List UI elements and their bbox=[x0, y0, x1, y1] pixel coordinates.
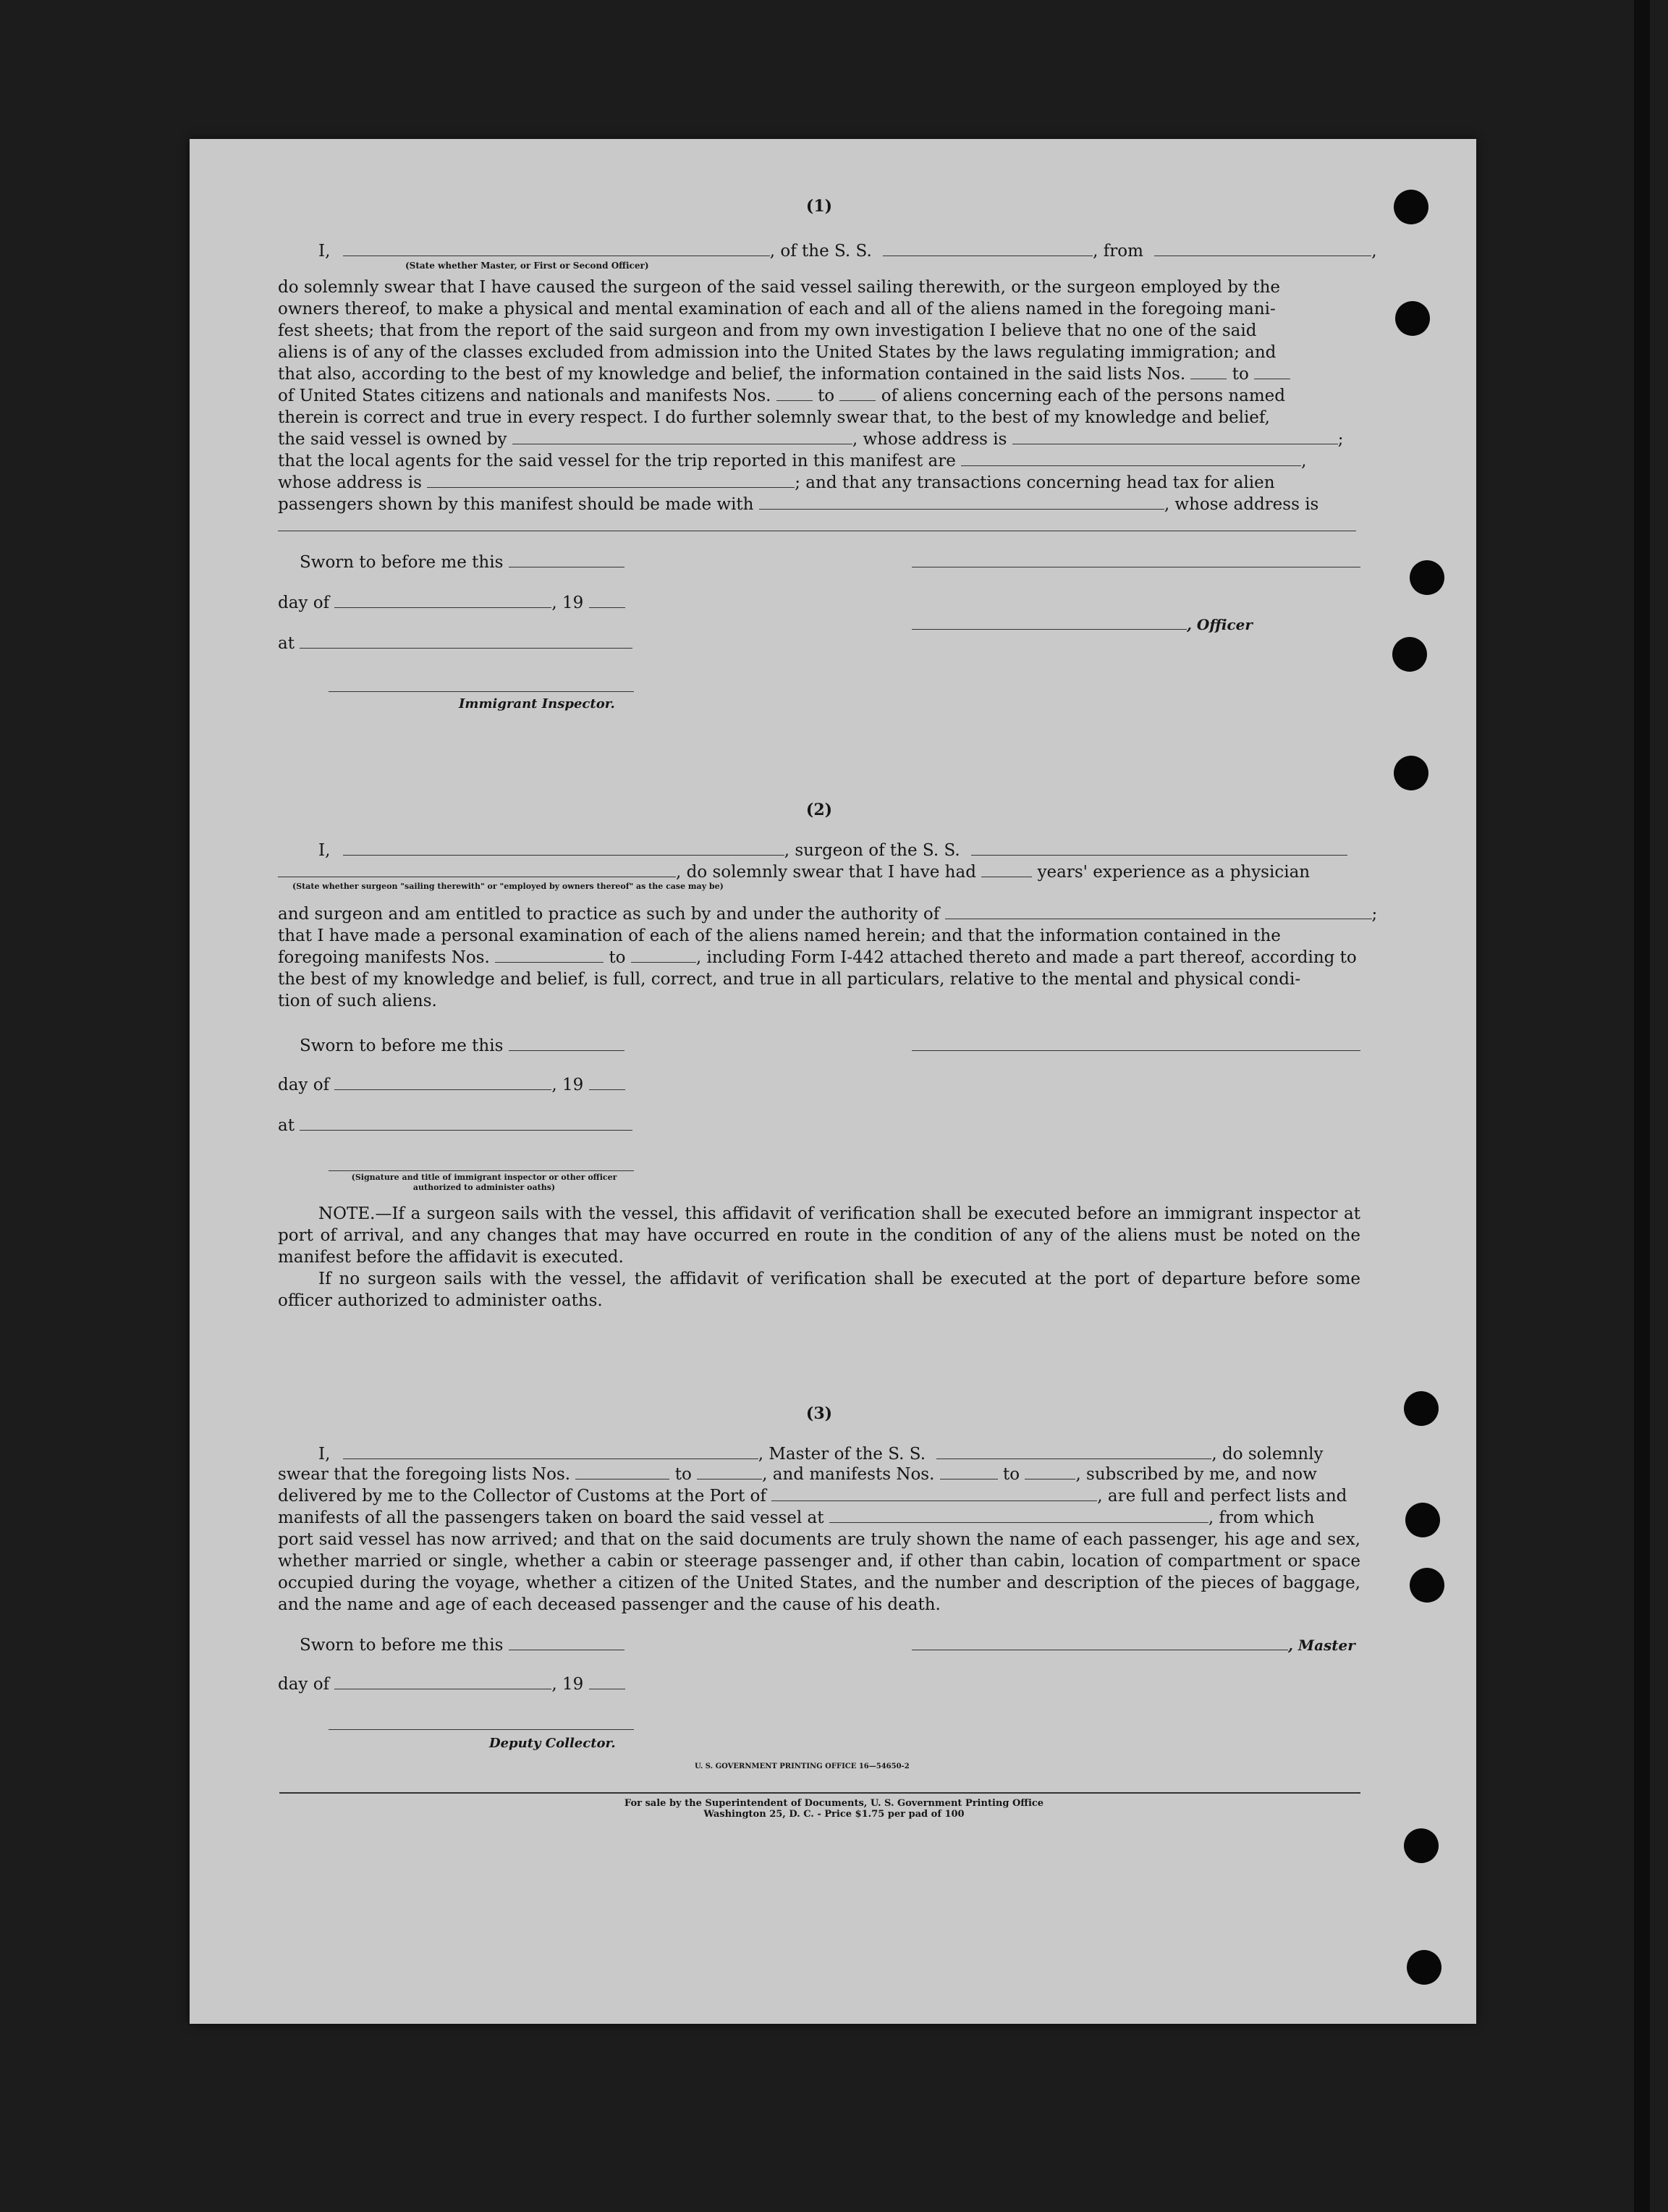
manifest-from-field[interactable] bbox=[940, 1466, 998, 1479]
year-prefix: , 19 bbox=[551, 1076, 584, 1094]
inspector-label: Immigrant Inspector. bbox=[459, 696, 615, 712]
paragraph-line: tion of such aliens. bbox=[278, 992, 437, 1010]
year-field[interactable] bbox=[589, 1076, 625, 1090]
swear-text: swear that the foregoing lists Nos. bbox=[278, 1465, 571, 1484]
agents-text: that the local agents for the said vessel for the trip reported in this manifest are bbox=[278, 452, 956, 470]
manifest-from-field[interactable] bbox=[495, 949, 604, 963]
owned-text: , whose address is bbox=[852, 430, 1007, 449]
sworn-date-field[interactable] bbox=[509, 1037, 625, 1051]
label-of-ss: , of the S. S. bbox=[769, 242, 872, 261]
binder-hole bbox=[1405, 1503, 1440, 1537]
section-number: (3) bbox=[805, 1404, 833, 1423]
semicolon: ; bbox=[1337, 430, 1344, 449]
surgeon-status-field[interactable] bbox=[278, 864, 676, 877]
vessel-field[interactable] bbox=[936, 1445, 1211, 1459]
footer-rule bbox=[279, 1792, 1360, 1794]
master-caption: (State whether Master, or First or Second Officer) bbox=[405, 261, 649, 271]
sale-line: For sale by the Superintendent of Documents, U. S. Government Printing Office bbox=[624, 1798, 1044, 1809]
authority-text: and surgeon and am entitled to practice as such by and under the authority of bbox=[278, 905, 940, 924]
label-i: I, bbox=[318, 841, 331, 860]
binder-hole bbox=[1404, 1828, 1439, 1863]
manifest-to-field[interactable] bbox=[839, 387, 876, 401]
manifests-text: manifests of all the passengers taken on board the said vessel at bbox=[278, 1508, 824, 1527]
officer-label: , Officer bbox=[1187, 616, 1253, 633]
head-tax-text: ; and that any transactions concerning head tax for alien bbox=[795, 473, 1275, 492]
surgeon-name-field[interactable] bbox=[343, 842, 784, 856]
label-to: to bbox=[1232, 365, 1249, 384]
foregoing-text: foregoing manifests Nos. bbox=[278, 948, 490, 967]
manifest-to-field[interactable] bbox=[1025, 1466, 1075, 1479]
passengers-text: passengers shown by this manifest should be made with bbox=[278, 495, 754, 514]
binder-hole bbox=[1404, 1391, 1439, 1426]
day-of-field[interactable] bbox=[334, 594, 551, 608]
sworn-label: Sworn to before me this bbox=[300, 1636, 504, 1655]
note-text: —If a surgeon sails with the vessel, this affidavit of verification shall be executed before an immigrant inspector at port of arrival, and any changes that may have occurred en route in the condition of any of the aliens must be noted on the manifest before the affidavit is executed. bbox=[278, 1204, 1360, 1267]
section-number: (2) bbox=[805, 801, 833, 819]
at-label: at bbox=[278, 1116, 295, 1135]
paragraph-line: that also, according to the best of my knowledge and belief, the information contained in the said lists Nos. bbox=[278, 365, 1186, 384]
surgeon-vessel-field[interactable] bbox=[971, 842, 1347, 856]
section-number: (1) bbox=[805, 197, 833, 216]
master-name-field[interactable] bbox=[343, 1445, 758, 1459]
officer-signature-line[interactable] bbox=[912, 554, 1360, 567]
years-text: years' experience as a physician bbox=[1037, 863, 1311, 882]
bleed-through bbox=[463, 217, 475, 239]
note-label: NOTE. bbox=[318, 1204, 376, 1223]
from-field[interactable] bbox=[1154, 242, 1371, 256]
swear-text: , do solemnly swear that I have had bbox=[676, 863, 976, 882]
citizens-text: of United States citizens and nationals and manifests Nos. bbox=[278, 387, 771, 405]
lists-to-field[interactable] bbox=[697, 1466, 762, 1479]
officer-title-line[interactable] bbox=[912, 616, 1187, 630]
sale-line: Washington 25, D. C. - Price $1.75 per pad of 100 bbox=[703, 1809, 965, 1820]
inspector-signature-line[interactable] bbox=[329, 678, 634, 692]
paragraph-line: aliens is of any of the classes excluded from admission into the United States by the laws regulating immigration; and bbox=[278, 343, 1277, 362]
label-to: to bbox=[1003, 1465, 1020, 1484]
lists-from-field[interactable] bbox=[575, 1466, 669, 1479]
edge-mark bbox=[1634, 0, 1650, 2212]
vessel-field[interactable] bbox=[883, 242, 1093, 256]
day-of-label: day of bbox=[278, 1675, 330, 1694]
owner-field[interactable] bbox=[512, 431, 852, 444]
surgeon-caption: (State whether surgeon "sailing therewith" or "employed by owners thereof" as the case may be) bbox=[292, 882, 724, 891]
head-tax-party-field[interactable] bbox=[759, 496, 1164, 510]
sworn-label: Sworn to before me this bbox=[300, 553, 504, 572]
citizens-text: of aliens concerning each of the persons named bbox=[881, 387, 1286, 405]
do-solemnly-text: , do solemnly bbox=[1211, 1445, 1324, 1464]
inspector-signature-line[interactable] bbox=[329, 1157, 634, 1171]
sworn-date-field[interactable] bbox=[509, 1637, 625, 1650]
deputy-label: Deputy Collector. bbox=[489, 1736, 616, 1751]
manifests-text: , and manifests Nos. bbox=[762, 1465, 935, 1484]
label-to: to bbox=[818, 387, 835, 405]
years-field[interactable] bbox=[981, 864, 1032, 877]
surgeon-of-label: , surgeon of the S. S. bbox=[784, 841, 960, 860]
day-of-label: day of bbox=[278, 594, 330, 612]
lists-from-field[interactable] bbox=[1190, 366, 1227, 379]
delivered-text: delivered by me to the Collector of Customs at the Port of bbox=[278, 1487, 766, 1506]
day-of-field[interactable] bbox=[334, 1676, 551, 1689]
sworn-label: Sworn to before me this bbox=[300, 1037, 504, 1055]
agents-address-field[interactable] bbox=[427, 474, 795, 488]
owned-text: the said vessel is owned by bbox=[278, 430, 507, 449]
sworn-date-field[interactable] bbox=[509, 554, 625, 567]
head-tax-address-field[interactable] bbox=[278, 518, 1356, 531]
subscribed-text: , subscribed by me, and now bbox=[1075, 1465, 1317, 1484]
signature-caption: (Signature and title of immigrant inspector or other officer authorized to administer oaths) bbox=[351, 1173, 617, 1192]
from-which-text: , from which bbox=[1208, 1508, 1315, 1527]
day-of-label: day of bbox=[278, 1076, 330, 1094]
day-of-field[interactable] bbox=[334, 1076, 551, 1090]
binder-hole bbox=[1395, 301, 1430, 336]
label-i: I, bbox=[318, 1445, 331, 1464]
note-paragraph: If no surgeon sails with the vessel, the affidavit of verification shall be executed at the port of departure before some officer authorized to administer oaths. bbox=[278, 1270, 1360, 1310]
note-paragraph bbox=[278, 1203, 1360, 1268]
paragraph-line: fest sheets; that from the report of the said surgeon and from my own investigation I believe that no one of the said bbox=[278, 321, 1257, 340]
surgeon-signature-line[interactable] bbox=[912, 1037, 1360, 1051]
authority-field[interactable] bbox=[945, 906, 1372, 919]
paragraph-line: the best of my knowledge and belief, is full, correct, and true in all particulars, relative to the mental and physical condi- bbox=[278, 970, 1301, 989]
label-i: I, bbox=[318, 242, 331, 261]
paragraph-line: that I have made a personal examination of each of the aliens named herein; and that the information contained in the bbox=[278, 926, 1281, 945]
binder-hole bbox=[1394, 190, 1428, 224]
binder-hole bbox=[1392, 637, 1427, 672]
binder-hole bbox=[1394, 756, 1428, 790]
paragraph: port said vessel has now arrived; and that on the said documents are truly shown the name of each passenger, his age and sex, whether married or single, whether a cabin or steerage passenger and, if other than cabin, location of compartment or space occupied during the voyage, whether a citizen of the United States, and the number and description of the pieces of baggage, and the name and age of each deceased passenger and the cause of his death. bbox=[278, 1530, 1360, 1614]
comma: , bbox=[1371, 242, 1377, 261]
lists-to-field[interactable] bbox=[1254, 366, 1290, 379]
label-to: to bbox=[674, 1465, 692, 1484]
agents-field[interactable] bbox=[961, 452, 1301, 466]
year-field[interactable] bbox=[589, 1676, 625, 1689]
printing-office-line: U. S. GOVERNMENT PRINTING OFFICE 16—54650-2 bbox=[695, 1763, 910, 1770]
semicolon: ; bbox=[1371, 905, 1378, 924]
foregoing-text: , including Form I-442 attached thereto and made a part thereof, according to bbox=[695, 948, 1357, 967]
manifest-from-field[interactable] bbox=[776, 387, 813, 401]
master-field[interactable] bbox=[343, 242, 770, 256]
departure-port-field[interactable] bbox=[829, 1509, 1208, 1523]
binder-hole bbox=[1410, 1568, 1444, 1603]
collector-signature-line[interactable] bbox=[329, 1716, 634, 1730]
comma: , bbox=[1301, 452, 1307, 470]
sale-notice bbox=[0, 1798, 1668, 1820]
paragraph-line: therein is correct and true in every respect. I do further solemnly swear that, to the best of my knowledge and belief, bbox=[278, 408, 1270, 427]
at-field[interactable] bbox=[300, 635, 632, 649]
paragraph-line: owners thereof, to make a physical and mental examination of each and all of the aliens named in the foregoing mani- bbox=[278, 300, 1276, 318]
year-field[interactable] bbox=[589, 594, 625, 608]
year-prefix: , 19 bbox=[551, 594, 584, 612]
master-of-label: , Master of the S. S. bbox=[758, 1445, 926, 1464]
port-field[interactable] bbox=[771, 1487, 1097, 1501]
full-text: , are full and perfect lists and bbox=[1097, 1487, 1347, 1506]
address-text: whose address is bbox=[278, 473, 422, 492]
label-from: , from bbox=[1093, 242, 1143, 261]
year-prefix: , 19 bbox=[551, 1675, 584, 1694]
manifest-to-field[interactable] bbox=[631, 949, 696, 963]
at-field[interactable] bbox=[300, 1117, 632, 1131]
master-label: , Master bbox=[1288, 1637, 1355, 1654]
address-text: , whose address is bbox=[1164, 495, 1319, 514]
at-label: at bbox=[278, 634, 295, 653]
paragraph-line: do solemnly swear that I have caused the surgeon of the said vessel sailing therewith, or the surgeon employed by the bbox=[278, 278, 1281, 297]
owner-address-field[interactable] bbox=[1012, 431, 1338, 444]
binder-hole bbox=[1407, 1950, 1441, 1985]
master-signature-line[interactable] bbox=[912, 1637, 1288, 1650]
label-to: to bbox=[609, 948, 626, 967]
binder-hole bbox=[1410, 560, 1444, 595]
